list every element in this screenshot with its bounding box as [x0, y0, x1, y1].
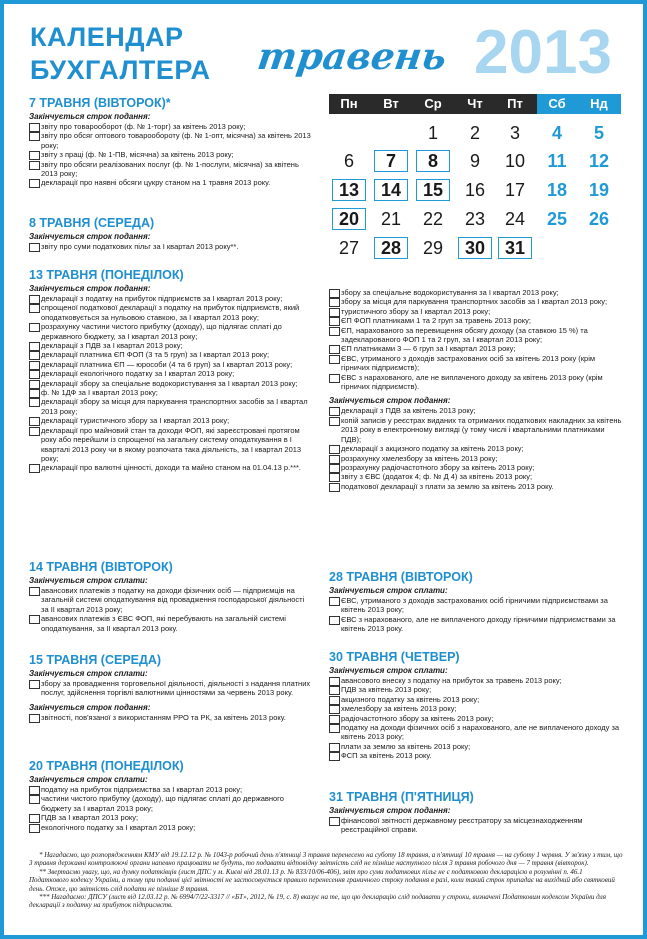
section-date-title: 7 ТРАВНЯ (ВІВТОРОК)* — [29, 96, 171, 110]
deadline-item-text: звіту про обсяги реалізованих послуг (ф. № 1-послуги, місячна) за квітень 2013 року; — [41, 159, 299, 179]
page-title-line2: БУХГАЛТЕРА — [30, 55, 211, 85]
deadline-item — [329, 751, 623, 760]
deadline-item-text: звіту про обсяг оптового товарообороту (ф. № 1-опт, місячна) за квітень 2013 року; — [41, 131, 311, 150]
deadline-item-text: акцизного податку за квітень 2013 року; — [341, 694, 480, 704]
checkbox[interactable] — [29, 795, 40, 804]
deadline-section — [329, 650, 623, 761]
section-date-title: 30 ТРАВНЯ (ЧЕТВЕР) — [329, 650, 460, 664]
deadline-item-text: декларації з податку на прибуток підприємств за I квартал 2013 року; — [41, 294, 283, 303]
deadline-item — [29, 614, 313, 633]
month-name: травень — [254, 34, 450, 78]
section-subtitle: Закінчується строк подання: — [29, 284, 151, 293]
footnote: ** Звертаємо увагу, що, на думку податківців (лист ДПС у м. Києві від 28.01.13 р. № 833/10/06-406), звіт про суми податкових пільг не є податковою декларацією в розумінні п. 46.1 Податкового кодексу України, а тому при поданні цієї звітності не застосовується правило перенесення граничного строку подання в разі, коли такий строк припадає на вихідний або святковий день. Отже, цю звітність слід подати не пізніше 8 травня. — [29, 867, 615, 893]
section-subtitle: Закінчується строк сплати: — [329, 586, 448, 595]
calendar-day: 5 — [593, 123, 604, 143]
deadline-section — [29, 560, 313, 633]
deadline-item-text: ПДВ за I квартал 2013 року; — [41, 813, 139, 823]
calendar-day: 1 — [427, 123, 438, 143]
deadline-item — [29, 160, 313, 179]
deadline-item — [29, 294, 313, 303]
deadline-item — [29, 122, 313, 131]
calendar-day: 18 — [546, 180, 568, 200]
deadline-item — [329, 596, 623, 615]
deadline-item — [29, 463, 313, 472]
deadline-item-text: зборy за спеціальне водокористування за I квартал 2013 року; — [341, 288, 559, 297]
calendar-day: 15 — [416, 179, 450, 201]
calendar-day: 17 — [504, 180, 526, 200]
deadline-item-text: звіту з праці (ф. № 1-ПВ, місячна) за квітень 2013 року; — [41, 150, 234, 160]
calendar-day: 14 — [374, 179, 408, 201]
weekday-0: Пн — [340, 96, 358, 111]
section-date-title: 13 ТРАВНЯ (ПОНЕДІЛОК) — [29, 268, 184, 282]
deadline-item-text: звіту з ЄВС (додаток 4; ф. № Д 4) за квітень 2013 року; — [341, 472, 533, 482]
section-subtitle: Закінчується строк подання: — [29, 112, 151, 121]
deadline-item — [329, 373, 623, 392]
deadline-item-text: ПДВ за квітень 2013 року; — [341, 685, 432, 695]
calendar-day: 11 — [547, 151, 567, 171]
checkbox[interactable] — [329, 817, 340, 826]
weekday-1: Вт — [383, 96, 399, 111]
deadline-item — [29, 679, 313, 698]
deadline-item-text: авансових платежів з ЄВС ФОП, які перебувають на загальній системі оподаткування, за II квартал 2013 року. — [41, 614, 286, 633]
calendar-day: 28 — [374, 237, 408, 259]
deadline-item-text: податку на прибуток підприємства за I квартал 2013 року; — [41, 785, 243, 794]
calendar-day: 8 — [416, 150, 450, 172]
deadline-item — [29, 823, 313, 832]
checkbox[interactable] — [329, 374, 340, 383]
deadline-section — [329, 288, 623, 491]
checkbox[interactable] — [29, 132, 40, 141]
checkbox[interactable] — [329, 724, 340, 733]
deadline-item-text: ЄВС, утриманого з доходів застрахованих осіб гірничими підприємствами за квітень 2013 року; — [341, 596, 608, 615]
deadline-item-text: декларації платника ЄП ФОП (3 та 5 груп) за I квартал 2013 року; — [41, 350, 270, 360]
calendar-day: 21 — [380, 209, 402, 229]
deadline-item-text: ФСП за квітень 2013 року. — [341, 751, 432, 761]
deadline-item-text: розрахунку хмелезбору за квітень 2013 року; — [341, 453, 498, 463]
footnote: *** Нагадаємо: ДПСУ (лист від 12.03.12 р. № 6994/7/22-3317 // «БТ», 2012, № 19, с. 8) вказує на те, що цю декларацію слід подавати у строки, визначені Податковим кодексом України для декларації з податку на прибуток підприємств. — [29, 893, 606, 910]
deadline-item — [329, 676, 623, 685]
page-title-line1: КАЛЕНДАР — [30, 22, 184, 52]
deadline-item-text: екологічного податку за I квартал 2013 року; — [41, 822, 196, 832]
deadline-item — [329, 615, 623, 634]
calendar-day: 20 — [332, 208, 366, 230]
deadline-item — [329, 297, 623, 306]
calendar-day: 27 — [338, 238, 360, 258]
deadline-item — [29, 341, 313, 350]
deadline-item — [329, 316, 623, 325]
deadline-item-text: авансового внеску з податку на прибуток за травень 2013 року; — [341, 676, 562, 685]
deadline-item — [329, 472, 623, 481]
checkbox[interactable] — [329, 417, 340, 426]
checkbox[interactable] — [29, 464, 40, 473]
deadline-item-text: декларації платника ЄП — юрособи (4 та 6 груп) за I квартал 2013 року; — [41, 359, 293, 369]
deadline-item-text: ф. № 1ДФ за I квартал 2013 року; — [41, 388, 158, 398]
calendar-day: 4 — [551, 123, 562, 143]
deadline-item-text: декларації про наявні обсяги цукру станом на 1 травня 2013 року. — [41, 178, 271, 188]
deadline-item — [29, 785, 313, 794]
deadline-item — [329, 714, 623, 723]
deadline-item-text: частини чистого прибутку (доходу), що підлягає сплаті до державного бюджету за I квартал 2013 року; — [41, 794, 284, 813]
calendar-day: 22 — [422, 209, 444, 229]
deadline-item — [29, 388, 313, 397]
deadline-item — [329, 406, 623, 415]
deadline-section — [29, 96, 313, 188]
section-subtitle: Закінчується строк сплати: — [29, 669, 148, 678]
deadline-item — [29, 360, 313, 369]
checkbox[interactable] — [29, 427, 40, 436]
checkbox[interactable] — [329, 597, 340, 606]
checkbox[interactable] — [29, 398, 40, 407]
deadline-item-text: декларації з акцизного податку за квітень 2013 року; — [341, 444, 524, 454]
deadline-item-text: декларації про майновий стан та доходи ФОП, які зареєстровані протягом року або перейшли із спрощеної на загальну систему оподаткування в I кварталі 2013 року чи в якому розпочата така діяльність, за I квартал 2013 року; — [41, 425, 302, 463]
deadline-item — [29, 369, 313, 378]
deadline-section — [29, 653, 313, 722]
page-border-left — [0, 0, 4, 939]
deadline-item — [29, 131, 313, 150]
calendar-day: 3 — [509, 123, 520, 143]
deadline-item — [29, 379, 313, 388]
calendar-day: 30 — [458, 237, 492, 259]
deadline-item — [329, 454, 623, 463]
deadline-item-text: ЄП платниками 3 — 6 груп за I квартал 2013 року; — [341, 344, 516, 354]
deadline-item — [329, 463, 623, 472]
page-border-bottom — [0, 935, 647, 939]
deadline-item-text: копій записів у реєстрах виданих та отриманих податкових накладних за квітень 2013 року в електронному вигляді (у тому числі і квартальними платниками ПДВ); — [341, 415, 622, 444]
section-subtitle: Закінчується строк подання: — [29, 232, 151, 241]
deadline-item-text: фінансової звітності державному реєстратору за місцезнаходженням реєстраційної справи. — [341, 816, 583, 835]
calendar-day: 2 — [469, 123, 480, 143]
section-subtitle: Закінчується строк сплати: — [29, 576, 148, 585]
section-date-title: 8 ТРАВНЯ (СЕРЕДА) — [29, 216, 155, 230]
deadline-item — [29, 713, 313, 722]
deadline-item — [29, 242, 313, 251]
deadline-item-text: декларації з ПДВ за I квартал 2013 року; — [41, 341, 183, 351]
calendar-day: 23 — [464, 209, 486, 229]
deadline-item — [329, 354, 623, 373]
deadline-item — [329, 326, 623, 345]
deadline-item — [29, 303, 313, 322]
deadline-item-text: звітності, пов'язаної з використанням РРО та РК, за квітень 2013 року. — [41, 712, 286, 722]
deadline-item-text: декларації туристичного збору за I квартал 2013 року; — [41, 416, 230, 426]
checkbox[interactable] — [329, 327, 340, 336]
deadline-item-text: туристичного збору за I квартал 2013 року; — [341, 306, 491, 316]
section-date-title: 28 ТРАВНЯ (ВІВТОРОК) — [329, 570, 473, 584]
deadline-item-text: радіочастотного збору за квітень 2013 року; — [341, 713, 494, 723]
weekday-3: Чт — [467, 96, 483, 111]
deadline-item — [29, 586, 313, 614]
weekday-5: Сб — [548, 96, 566, 111]
deadline-item-text: декларації про валютні цінності, доходи та майно станом на 01.04.13 р.***. — [41, 463, 301, 473]
deadline-item-text: хмелезбору за квітень 2013 року; — [341, 704, 457, 714]
calendar-day: 6 — [343, 151, 354, 171]
deadline-item-text: ЄП, нарахованого за перевищення обсягу доходу (за ставкою 15 %) та задекларованого ФОП 1 та 2 груп, за I квартал 2013 року; — [341, 325, 588, 345]
deadline-section — [29, 216, 313, 251]
checkbox[interactable] — [29, 587, 40, 596]
calendar-day: 7 — [374, 150, 408, 172]
deadline-item-text: звіту про суми податкових пільг за I квартал 2013 року**. — [41, 242, 239, 251]
deadline-item — [29, 178, 313, 187]
checkbox[interactable] — [29, 243, 40, 252]
weekday-4: Пт — [507, 96, 523, 111]
deadline-item — [329, 704, 623, 713]
deadline-section — [29, 759, 313, 832]
page-border-top — [0, 0, 647, 4]
deadline-item-text: спрощеної податкової декларації з податку на прибуток підприємств, який оподатковується за нульовою ставкою, за I квартал 2013 року; — [41, 303, 300, 322]
deadline-item-text: декларації зборy за спеціальне водокористування за I квартал 2013 року; — [41, 378, 298, 388]
deadline-item-text: зборy за провадження торговельної діяльності, діяльності з надання платних послуг, здійснення торгівлі валютними цінностями за червень 2013 року. — [41, 679, 311, 698]
checkbox[interactable] — [329, 616, 340, 625]
checkbox[interactable] — [29, 323, 40, 332]
checkbox[interactable] — [29, 824, 40, 833]
deadline-item — [329, 416, 623, 444]
calendar-day: 31 — [498, 237, 532, 259]
checkbox[interactable] — [29, 714, 40, 723]
deadline-item-text: податку на доходи фізичних осіб з нарахованого, але не виплаченого доходу за квітень 2013 року; — [341, 723, 620, 742]
deadline-item — [29, 813, 313, 822]
section-date-title: 15 ТРАВНЯ (СЕРЕДА) — [29, 653, 162, 667]
deadline-item — [29, 322, 313, 341]
section-subtitle: Закінчується строк подання: — [29, 702, 151, 712]
section-date-title: 31 ТРАВНЯ (П'ЯТНИЦЯ) — [329, 790, 474, 804]
checkbox[interactable] — [29, 179, 40, 188]
calendar-day: 26 — [588, 209, 610, 229]
deadline-item — [29, 397, 313, 416]
weekday-6: Нд — [590, 96, 608, 111]
checkbox[interactable] — [29, 680, 40, 689]
page-border-right — [643, 0, 647, 939]
deadline-item-text: розрахунку радіочастотного зборy за квітень 2013 року; — [341, 462, 535, 472]
deadline-item — [29, 794, 313, 813]
deadline-item — [329, 444, 623, 453]
deadline-item-text: ЄВС з нарахованого, але не виплаченого доходу за квітень 2013 року (крім гірничих підприємств). — [341, 372, 603, 392]
deadline-item-text: податкової декларації з плати за землю за квітень 2013 року. — [341, 481, 554, 491]
calendar-day: 12 — [588, 151, 610, 171]
deadline-item-text: декларації екологічного податку за I квартал 2013 року; — [41, 369, 235, 379]
section-date-title: 20 ТРАВНЯ (ПОНЕДІЛОК) — [29, 759, 184, 773]
deadline-section — [29, 268, 313, 473]
calendar-day: 9 — [469, 151, 480, 171]
deadline-item — [329, 482, 623, 491]
deadline-item — [29, 350, 313, 359]
deadline-item-text: декларації збору за місця для паркування транспортних засобів за I квартал 2013 року; — [41, 397, 308, 416]
year: 2013 — [474, 18, 612, 87]
section-subtitle: Закінчується строк подання: — [329, 396, 451, 406]
deadline-item — [29, 150, 313, 159]
deadline-item — [329, 816, 623, 835]
deadline-item — [29, 416, 313, 425]
month-calendar — [329, 94, 621, 271]
deadline-item — [329, 742, 623, 751]
calendar-day: 24 — [504, 209, 526, 229]
deadline-item — [329, 685, 623, 694]
section-date-title: 14 ТРАВНЯ (ВІВТОРОК) — [29, 560, 173, 574]
section-subtitle: Закінчується строк подання: — [329, 806, 451, 815]
calendar-day: 19 — [588, 180, 610, 200]
deadline-item — [329, 695, 623, 704]
deadline-item — [329, 344, 623, 353]
deadline-item — [329, 288, 623, 297]
checkbox[interactable] — [29, 161, 40, 170]
deadline-item-text: ЄВС з нарахованого, але не виплаченого доходу гірничими підприємствами за квітень 2013 року. — [341, 614, 616, 634]
deadline-item-text: ЄВС, утриманого з доходів застрахованих осіб за квітень 2013 року (крім гірничих підприємств); — [341, 353, 596, 373]
deadline-item-text: зборy за місця для паркування транспортних засобів за I квартал 2013 року; — [341, 297, 608, 307]
checkbox[interactable] — [329, 355, 340, 364]
deadline-section — [329, 570, 623, 634]
checkbox[interactable] — [29, 615, 40, 624]
calendar-day: 29 — [422, 238, 444, 258]
checkbox[interactable] — [329, 752, 340, 761]
calendar-day: 25 — [546, 209, 568, 229]
footnotes — [29, 851, 623, 910]
section-subtitle: Закінчується строк сплати: — [329, 666, 448, 675]
section-subtitle: Закінчується строк сплати: — [29, 775, 148, 784]
footnote: * Нагадаємо, що розпорядженням КМУ від 19.12.12 р. № 1043-р робочий день п'ятниці 3 травня перенесено на суботу 18 травня, а п'ятниці 10 травня — на суботу 1 червня. У зв'язку з тим, що 3 травня державні контролюючі органи напевно працювати не будуть, то подавати відповідну звітність слід не пізніше наступного після 3 травня робочого дня — 7 травня (вівторок). — [29, 851, 623, 868]
deadline-item — [329, 307, 623, 316]
deadline-item — [29, 426, 313, 464]
deadline-item-text: плати за землю за квітень 2013 року; — [341, 741, 471, 751]
calendar-day: 10 — [504, 151, 526, 171]
calendar-day: 13 — [332, 179, 366, 201]
deadline-item-text: ЄП ФОП платниками 1 та 2 груп за травень 2013 року; — [341, 316, 531, 326]
checkbox[interactable] — [29, 304, 40, 313]
deadline-section — [329, 790, 623, 835]
weekday-2: Ср — [424, 96, 442, 111]
deadline-item — [329, 723, 623, 742]
deadline-item-text: розрахунку частини чистого прибутку (доходу), що підлягає сплаті до державного бюджету, за I квартал 2013 року; — [41, 322, 282, 341]
deadline-item-text: авансових платежів з податку на доходи фізичних осіб — підприємців на загальній системі оподаткування від провадження господарської діяльності за II квартал 2013 року; — [41, 586, 305, 614]
deadline-item-text: звіту про товарооборот (ф. № 1-торг) за квітень 2013 року; — [41, 122, 246, 131]
deadline-item-text: декларації з ПДВ за квітень 2013 року; — [341, 406, 476, 416]
calendar-day: 16 — [464, 180, 486, 200]
checkbox[interactable] — [329, 483, 340, 492]
